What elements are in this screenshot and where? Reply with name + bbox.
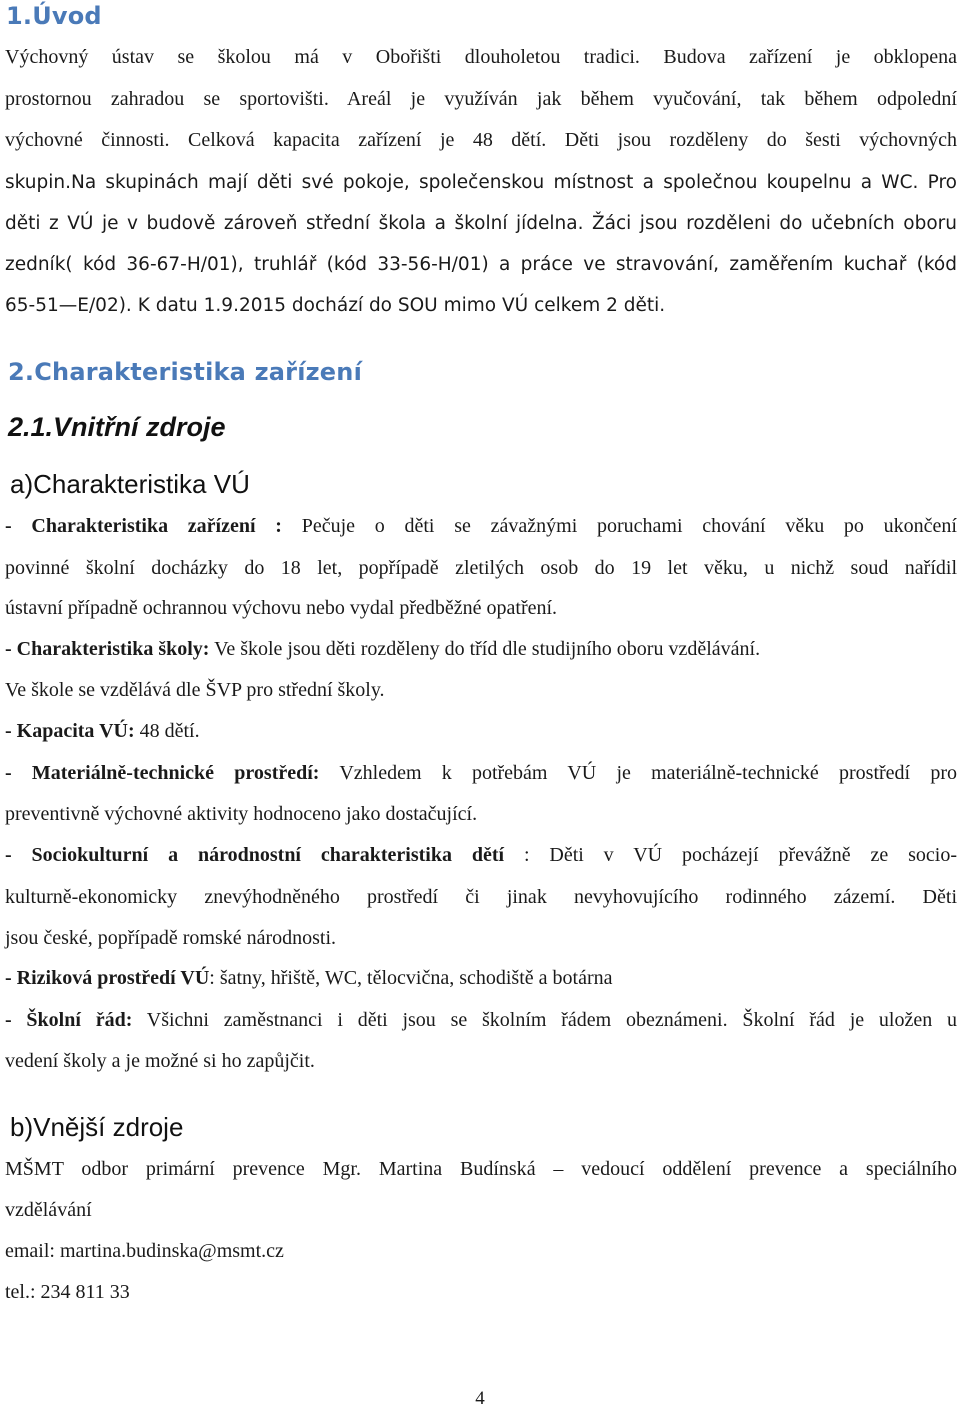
intro-line-7: 65-51—E/02). K datu 1.9.2015 dochází do SOU mimo VÚ celkem 2 děti.	[5, 295, 666, 316]
item-zarizeni-line-2: povinné školní docházky do 18 let, popřípadě zletilých osob do 19 let věku, u nichž soud nařídil	[5, 557, 957, 579]
item-rizikova-value: : šatny, hřiště, WC, tělocvična, schodiště a botárna	[209, 967, 613, 989]
item-socio-line-2: kulturně-ekonomicky znevýhodněného prostředí či jinak nevyhovujícího rodinného zázemí. Děti	[5, 886, 957, 908]
item-skola-text: Ve škole jsou děti rozděleny do tříd dle studijního oboru vzdělávání.	[209, 638, 761, 660]
intro-line-3: výchovné činnosti. Celková kapacita zařízení je 48 dětí. Děti jsou rozděleny do šesti výchovných	[5, 129, 957, 151]
heading-vnitrni-zdroje: 2.1.Vnitřní zdroje	[8, 412, 226, 442]
heading-vnejsi-zdroje: b)Vnější zdroje	[10, 1112, 184, 1142]
intro-line-4: skupin.Na skupinách mají děti své pokoje, společenskou místnost a společnou koupelnu a WC. Pro	[5, 172, 957, 193]
intro-line-1: Výchovný ústav se školou má v Obořišti dlouholetou tradici. Budova zařízení je obklopena	[5, 46, 957, 68]
item-skolni-rad-line-2: vedení školy a je možné si ho zapůjčit.	[5, 1050, 315, 1072]
item-skolni-rad-text: Všichni zaměstnanci i děti jsou se školním řádem obeznámeni. Školní řád je uložen u	[132, 1009, 957, 1031]
page-number: 4	[475, 1388, 485, 1409]
item-materialne-label: - Materiálně-technické prostředí:	[5, 762, 320, 784]
item-skolni-rad-label: - Školní řád:	[5, 1009, 133, 1031]
heading-charakteristika-vu: a)Charakteristika VÚ	[10, 469, 250, 499]
intro-line-5: děti z VÚ je v budově zároveň střední škola a školní jídelna. Žáci jsou rozděleni do učebních oboru	[5, 213, 957, 234]
item-socio-label: - Sociokulturní a národnostní charakteristika dětí	[5, 844, 505, 866]
item-zarizeni-line-3: ústavní případně ochrannou výchovu nebo vydal předběžné opatření.	[5, 597, 558, 619]
item-socio-text: : Děti v VÚ pocházejí převážně ze socio-	[504, 844, 957, 866]
item-rizikova	[5, 967, 957, 990]
item-zarizeni-line-1	[5, 515, 957, 538]
external-tel: tel.: 234 811 33	[5, 1281, 130, 1303]
external-line-2: vzdělávání	[5, 1199, 92, 1221]
item-skola-line-2: Ve škole se vzdělává dle ŠVP pro střední školy.	[5, 679, 385, 701]
item-materialne-line-1	[5, 762, 957, 785]
item-materialne-line-2: preventivně výchovné aktivity hodnoceno jako dostačující.	[5, 803, 478, 825]
item-skola-line-1	[5, 638, 957, 661]
item-zarizeni-text: Pečuje o děti se závažnými poruchami chování věku po ukončení	[281, 515, 957, 537]
item-zarizeni-label: - Charakteristika zařízení :	[5, 515, 282, 537]
item-kapacita-label: - Kapacita VÚ:	[5, 720, 135, 742]
heading-uvod: 1.Úvod	[6, 2, 102, 30]
intro-line-2: prostornou zahradou se sportovišti. Areál je využíván jak během vyučování, tak během odpolední	[5, 88, 957, 110]
item-materialne-text: Vzhledem k potřebám VÚ je materiálně-technické prostředí pro	[319, 762, 957, 784]
item-skola-label: - Charakteristika školy:	[5, 638, 210, 660]
item-socio-line-1	[5, 844, 957, 867]
external-line-1: MŠMT odbor primární prevence Mgr. Martina Budínská – vedoucí oddělení prevence a speciálního	[5, 1158, 957, 1180]
external-email: email: martina.budinska@msmt.cz	[5, 1240, 284, 1262]
item-socio-line-3: jsou české, popřípadě romské národnosti.	[5, 927, 337, 949]
intro-line-6: zedník( kód 36-67-H/01), truhlář (kód 33-56-H/01) a práce ve stravování, zaměřením kuchař (kód	[5, 254, 957, 275]
item-skolni-rad-line-1	[5, 1009, 957, 1032]
item-kapacita-value: 48 dětí.	[134, 720, 200, 742]
item-rizikova-label: - Riziková prostředí VÚ	[5, 967, 210, 989]
heading-charakteristika: 2.Charakteristika zařízení	[8, 358, 362, 386]
item-kapacita	[5, 720, 957, 743]
